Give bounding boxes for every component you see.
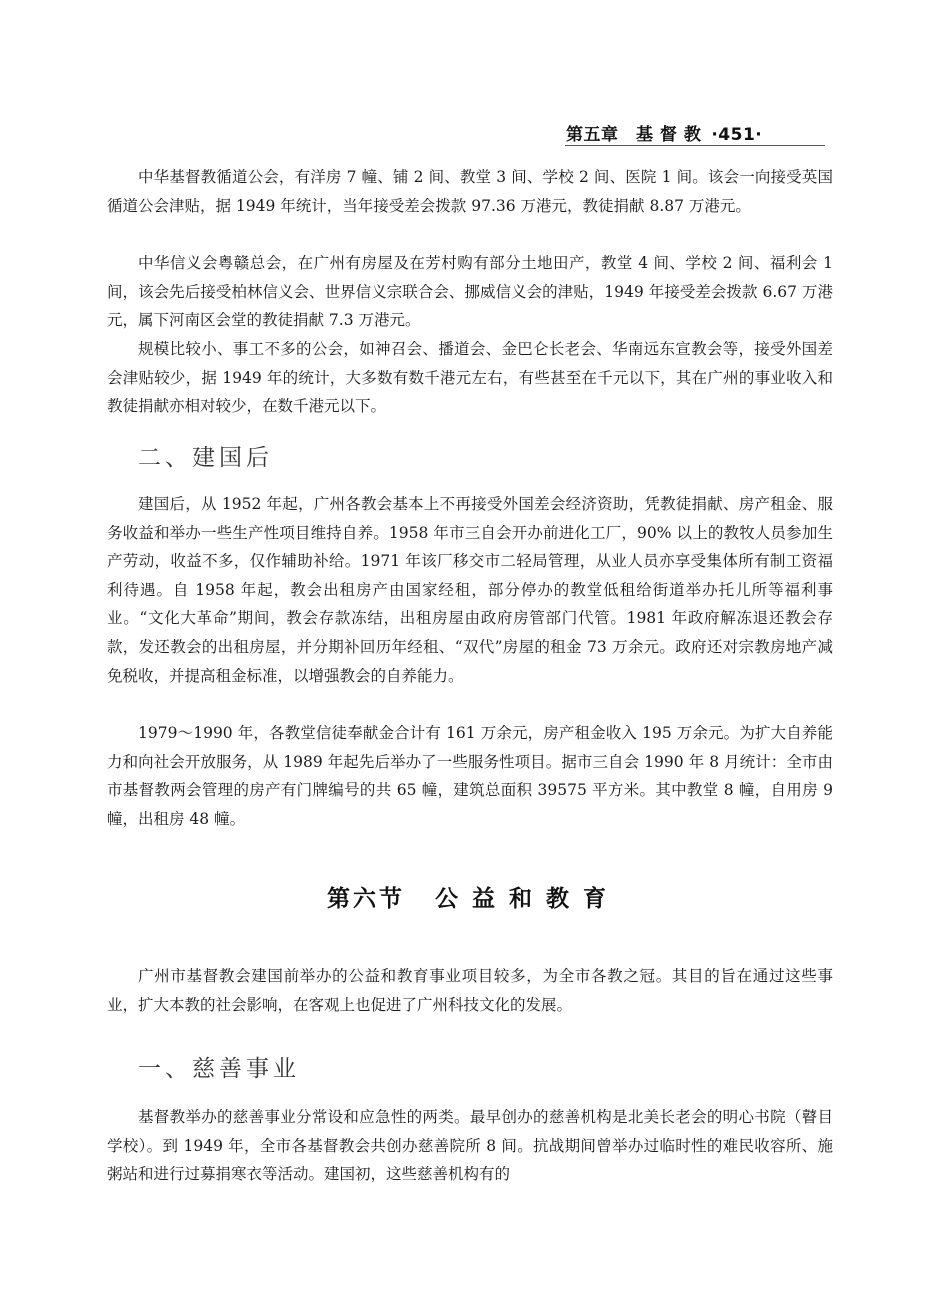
- paragraph-1979-1990: 1979～1990 年，各教堂信徒奉献金合计有 161 万余元，房产租金收入 195 万余元。为扩大自养能力和向社会开放服务，从 1989 年起先后举办了一些服务性项目。据市三自会 1990 年 8 月统计：全市由市基督教两会管理的房产有门牌编号的共 65 幢，建筑总面积 39575 平方米。其中教堂 8 幢，自用房 9 幢，出租房 48 幢。: [107, 724, 833, 828]
- section-name: 公 益 和 教 育: [434, 886, 610, 912]
- page-number: ·451·: [711, 125, 763, 145]
- section-six-title: [0, 880, 936, 913]
- chapter-title: 第五章 基 督 教: [566, 125, 702, 145]
- section-heading-after-1949: 二、建国后: [138, 445, 273, 471]
- paragraph-section-six-intro: 广州市基督教会建国前举办的公益和教育事业项目较多，为全市各教之冠。其目的旨在通过这些事业，扩大本教的社会影响，在客观上也促进了广州科技文化的发展。: [107, 967, 833, 1014]
- paragraph-small-churches: 规模比较小、事工不多的公会，如神召会、播道会、金巴仑长老会、华南远东宣教会等，接受外国差会津贴较少，据 1949 年的统计，大多数有数千港元左右，有些甚至在千元以下，其在广州的事业收入和教徒捐献亦相对较少，在数千港元以下。: [107, 340, 833, 416]
- paragraph-lutheran: 中华信义会粤赣总会，在广州有房屋及在芳村购有部分土地田产，教堂 4 间、学校 2 间、福利会 1 间，该会先后接受柏林信义会、世界信义宗联合会、挪威信义会的津贴，1949 年接受差会拨款 6.67 万港元，属下河南区会堂的教徒捐献 7.3 万港元。: [107, 254, 833, 330]
- paragraph-charity: 基督教举办的慈善事业分常设和应急性的两类。最早创办的慈善机构是北美长老会的明心书院（瞽目学校）。到 1949 年，全市各基督教会共创办慈善院所 8 间。抗战期间曾举办过临时性的难民收容所、施粥站和进行过募捐寒衣等活动。建国初，这些慈善机构有的: [107, 1108, 833, 1184]
- paragraph-methodist: 中华基督教循道公会，有洋房 7 幢、铺 2 间、教堂 3 间、学校 2 间、医院 1 间。该会一向接受英国循道公会津贴，据 1949 年统计，当年接受差会拨款 97.36 万港元，教徒捐献 8.87 万港元。: [107, 168, 833, 215]
- running-header: [566, 120, 772, 145]
- section-number: 第六节: [326, 886, 405, 912]
- header-rule: [565, 145, 825, 146]
- paragraph-post-1949: 建国后，从 1952 年起，广州各教会基本上不再接受外国差会经济资助，凭教徒捐献、房产租金、服务收益和举办一些生产性项目维持自养。1958 年市三自会开办前进化工厂，90% 以上的教牧人员参加生产劳动，收益不多，仅作辅助补给。1971 年该厂移交市二轻局管理，从业人员亦享受集体所有制工资福利待遇。自 1958 年起，教会出租房产由国家经租，部分停办的教堂低租给街道举办托儿所等福利事业。“文化大革命”期间，教会存款冻结，出租房屋由政府房管部门代管。1981 年政府解冻退还教会存款，发还教会的出租房屋，并分期补回历年经租、“双代”房屋的租金 73 万余元。政府还对宗教房地产减免税收，并提高租金标准，以增强教会的自养能力。: [107, 495, 833, 685]
- sub-heading-charity: 一、慈善事业: [138, 1056, 300, 1082]
